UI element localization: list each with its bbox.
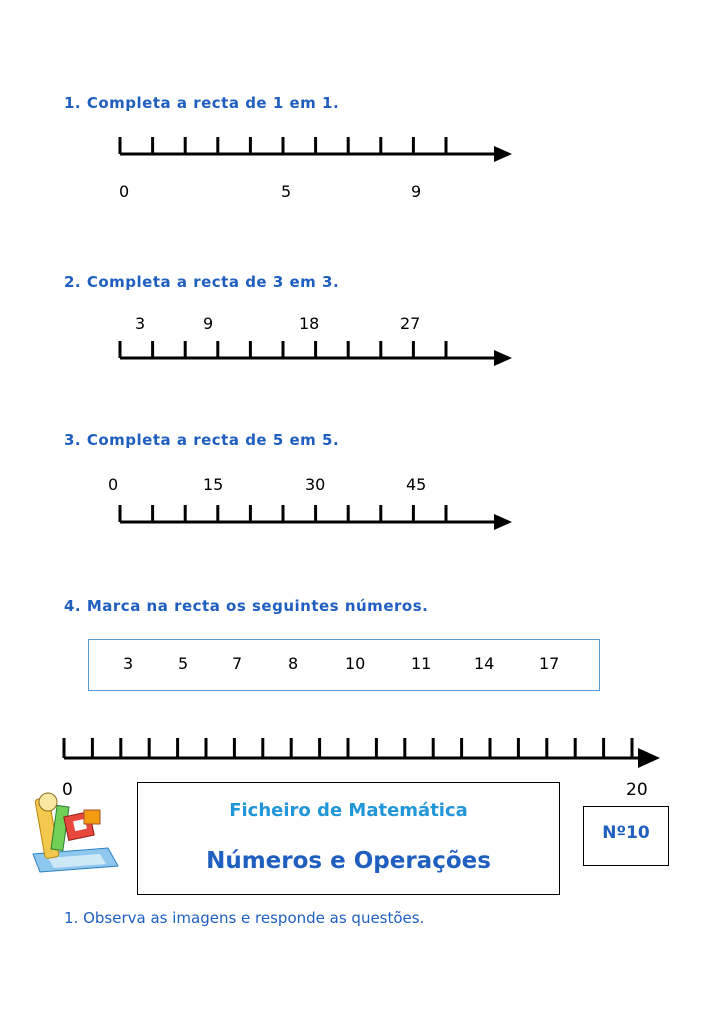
number-line-1-label: 5	[281, 182, 292, 201]
number-to-mark: 14	[474, 654, 495, 673]
number-line-3-label: 0	[108, 475, 119, 494]
worksheet-title: Ficheiro de Matemática	[229, 800, 468, 821]
number-line-arrow	[638, 748, 660, 768]
exercise-1-heading: 1. Completa a recta de 1 em 1.	[64, 94, 340, 112]
number-line-1-label: 9	[411, 182, 422, 201]
number-line-2-label: 9	[203, 314, 214, 333]
big-line-end-label: 20	[626, 780, 648, 800]
number-line-3-label: 15	[203, 475, 224, 494]
number-line-1	[0, 136, 520, 170]
number-line-3-label: 45	[406, 475, 427, 494]
exercise-4-heading: 4. Marca na recta os seguintes números.	[64, 597, 429, 615]
sheet-number-box	[583, 806, 669, 866]
number-line-2-label: 3	[135, 314, 146, 333]
number-line-2-label: 27	[400, 314, 421, 333]
number-to-mark: 11	[411, 654, 432, 673]
number-line-1-label: 0	[119, 182, 130, 201]
number-to-mark: 5	[178, 654, 189, 673]
exercise-2-heading: 2. Completa a recta de 3 em 3.	[64, 273, 340, 291]
worksheet-title-box	[137, 782, 560, 895]
school-supplies-icon	[28, 784, 120, 874]
number-line-3	[0, 504, 520, 538]
big-line-start-label: 0	[62, 780, 73, 800]
number-line-2-label: 18	[299, 314, 320, 333]
exercise-3-heading: 3. Completa a recta de 5 em 5.	[64, 431, 340, 449]
numbers-box	[88, 639, 600, 691]
number-line-2	[0, 340, 520, 374]
number-line-3-label: 30	[305, 475, 326, 494]
next-instruction: 1. Observa as imagens e responde as questões.	[64, 909, 425, 927]
number-line-arrow	[494, 514, 512, 530]
number-to-mark: 17	[539, 654, 560, 673]
worksheet-subtitle: Números e Operações	[206, 848, 491, 874]
number-to-mark: 7	[232, 654, 243, 673]
sheet-number: Nº10	[602, 823, 650, 843]
number-to-mark: 10	[345, 654, 366, 673]
big-number-line	[0, 736, 670, 776]
number-line-arrow	[494, 146, 512, 162]
number-line-arrow	[494, 350, 512, 366]
number-to-mark: 3	[123, 654, 134, 673]
number-to-mark: 8	[288, 654, 299, 673]
